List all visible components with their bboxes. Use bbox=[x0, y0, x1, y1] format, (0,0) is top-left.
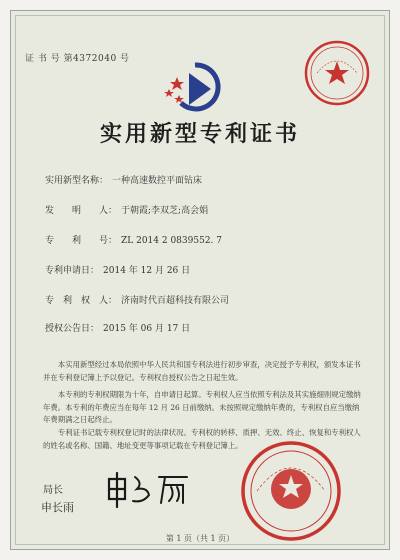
field-label: 专 利 权 人： bbox=[45, 296, 118, 306]
body-paragraph-1: 本实用新型经过本局依照中华人民共和国专利法进行初步审查，决定授予专利权，颁发本证书并在专利登记簿上予以登记。专利权自授权公告之日起生效。 bbox=[43, 360, 361, 382]
body-paragraph-2: 本专利的专利权期限为十年，自申请日起算。专利权人应当依照专利法及其实施细则规定缴纳年费。本专利的年费应当在每年 12 月 26 日前缴纳。未按照规定缴纳年费的，专利权自应当缴纳年费期满之日起终止。 bbox=[43, 390, 361, 424]
field-label: 授权公告日： bbox=[45, 324, 100, 334]
field-label: 发 明 人： bbox=[45, 206, 118, 216]
page-number: 第 1 页（共 1 页） bbox=[165, 534, 235, 543]
patent-office-emblem-icon bbox=[159, 59, 229, 115]
field-grant-date bbox=[45, 321, 190, 334]
certificate-title: 实用新型专利证书 bbox=[99, 121, 300, 147]
field-utility-model-name bbox=[45, 173, 202, 186]
field-value: 于朝霞;李双芝;高会娟 bbox=[121, 206, 209, 216]
field-label: 实用新型名称： bbox=[45, 176, 109, 186]
field-label: 专 利 号： bbox=[45, 236, 118, 246]
director-name: 申长雨 bbox=[41, 501, 74, 514]
field-patentee bbox=[45, 293, 229, 306]
office-seal-small-icon bbox=[303, 39, 371, 107]
certificate-number: 证 书 号 第4372040 号 bbox=[25, 54, 130, 64]
field-label: 专利申请日： bbox=[45, 266, 100, 276]
field-value: 济南时代百超科技有限公司 bbox=[121, 296, 230, 306]
field-application-date bbox=[45, 263, 190, 276]
field-inventors bbox=[45, 203, 208, 216]
field-patent-number bbox=[45, 233, 222, 246]
field-value: 2014 年 12 月 26 日 bbox=[103, 266, 191, 276]
field-value: 一种高速数控平面钻床 bbox=[112, 176, 203, 186]
director-signature-icon bbox=[103, 469, 193, 509]
body-paragraph-3: 专利证书记载专利权登记时的法律状况。专利权的转移、质押、无效、终止、恢复和专利权人的姓名或名称、国籍、地址变更等事项记载在专利登记簿上。 bbox=[43, 428, 361, 450]
director-title: 局长 bbox=[43, 485, 63, 496]
office-seal-large-icon bbox=[239, 439, 343, 543]
patent-certificate bbox=[10, 10, 390, 550]
field-value: ZL 2014 2 0839552. 7 bbox=[121, 236, 222, 246]
field-value: 2015 年 06 月 17 日 bbox=[103, 324, 191, 334]
